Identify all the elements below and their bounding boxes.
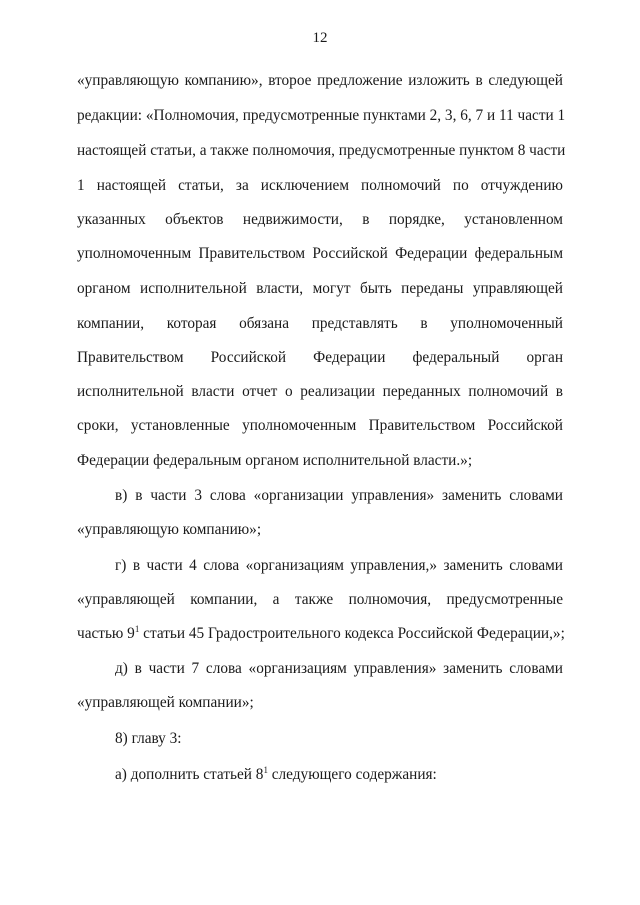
text-line: органом исполнительной власти, могут быть переданы управляющей: [77, 280, 563, 297]
text-line: редакции: «Полномочия, предусмотренные пунктами 2, 3, 6, 7 и 11 части 1: [77, 107, 566, 124]
text-line: г) в части 4 слова «организациям управления,» заменить словами: [115, 557, 563, 574]
text-segment: частью 9: [77, 625, 135, 642]
text-segment: а) дополнить статьей 8: [115, 766, 264, 783]
text-line: в) в части 3 слова «организации управления» заменить словами: [115, 487, 563, 504]
text-line: сроки, установленные уполномоченным Правительством Российской: [77, 417, 563, 434]
text-line-with-superscript: [77, 624, 563, 644]
text-line: «управляющую компанию», второе предложение изложить в следующей: [77, 72, 563, 89]
page-number: 12: [312, 30, 328, 46]
text-line: исполнительной власти отчет о реализации переданных полномочий в: [77, 383, 563, 400]
text-line: Федерации федеральным органом исполнительной власти.»;: [77, 452, 473, 469]
text-line: указанных объектов недвижимости, в порядке, установленном: [77, 211, 563, 228]
text-line: компании, которая обязана представлять в уполномоченный: [77, 315, 563, 332]
text-line: д) в части 7 слова «организациям управления» заменить словами: [115, 660, 563, 677]
text-segment: следующего содержания:: [267, 766, 437, 783]
superscript: 1: [263, 765, 268, 775]
text-line-with-superscript: [115, 765, 563, 785]
text-line: «управляющую компанию»;: [77, 521, 262, 538]
text-line: Правительством Российской Федерации федеральный орган: [77, 349, 563, 366]
text-line: настоящей статьи, а также полномочия, предусмотренные пунктом 8 части: [77, 142, 566, 159]
text-line: «управляющей компании»;: [77, 694, 254, 711]
text-segment: статьи 45 Градостроительного кодекса Российской Федерации,»;: [139, 625, 565, 642]
text-line: «управляющей компании, а также полномочия, предусмотренные: [77, 591, 563, 608]
text-line: уполномоченным Правительством Российской Федерации федеральным: [77, 245, 563, 262]
text-line: 1 настоящей статьи, за исключением полномочий по отчуждению: [77, 177, 563, 194]
superscript: 1: [134, 624, 140, 634]
text-line: 8) главу 3:: [115, 730, 182, 747]
